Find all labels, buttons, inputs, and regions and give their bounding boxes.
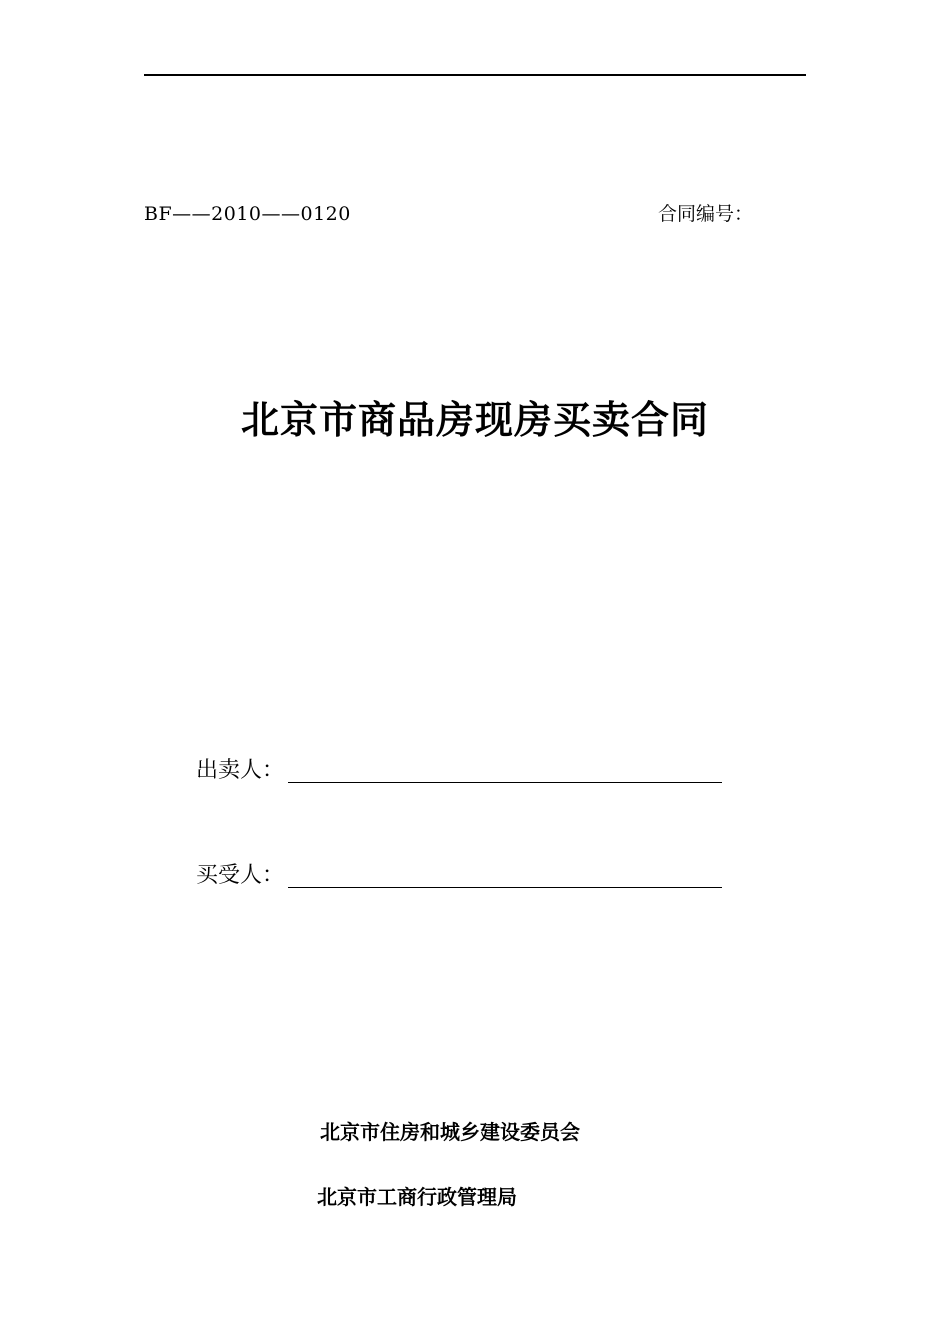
buyer-label: 买受人： <box>196 863 285 888</box>
buyer-row <box>196 860 722 890</box>
seller-blank-line <box>288 782 722 783</box>
document-title: 北京市商品房现房买卖合同 <box>240 398 709 442</box>
issuer-housing-commission: 北京市住房和城乡建设委员会 <box>320 1120 580 1144</box>
seller-row <box>196 755 722 785</box>
issuer-commerce-bureau: 北京市工商行政管理局 <box>317 1185 517 1209</box>
seller-label: 出卖人： <box>196 758 285 783</box>
buyer-blank-line <box>288 887 722 888</box>
contract-number-label: 合同编号： <box>658 203 754 225</box>
form-code: BF——2010——0120 <box>144 203 351 225</box>
header-rule <box>144 74 806 76</box>
